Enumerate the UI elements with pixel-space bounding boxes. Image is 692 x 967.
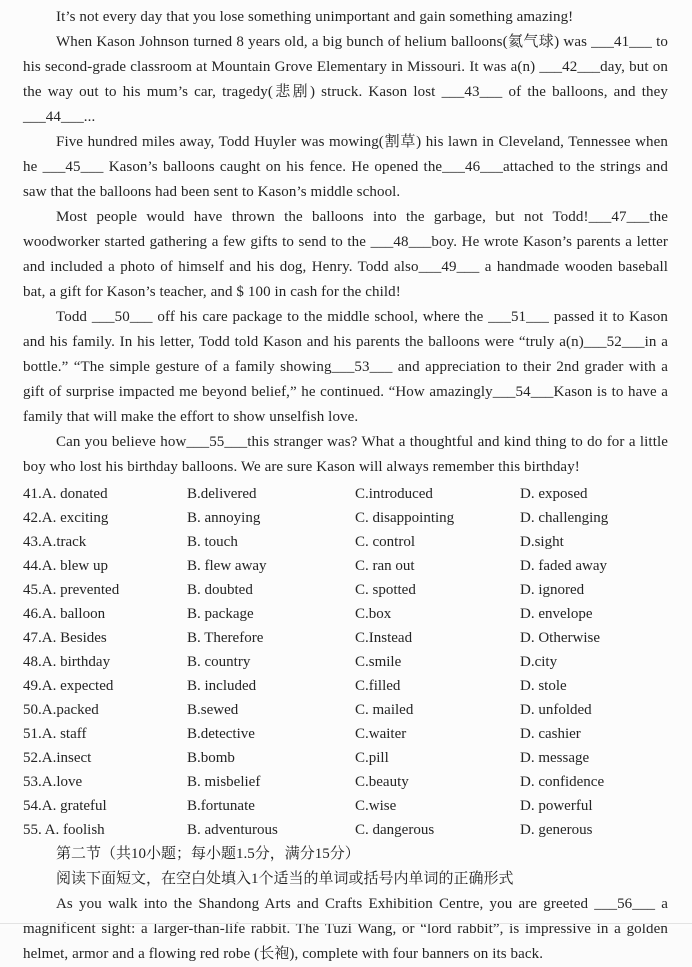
option-55-b: B. adventurous [187, 822, 278, 838]
option-42-b: B. annoying [187, 510, 261, 526]
option-42-a: 42.A. exciting [23, 510, 109, 526]
option-41-a: 41.A. donated [23, 486, 108, 502]
option-50-d: D. unfolded [520, 702, 592, 718]
option-46-a: 46.A. balloon [23, 606, 106, 622]
option-48-b: B. country [187, 654, 251, 670]
section2-heading: 第二节（共10小题；每小题1.5分，满分15分） [56, 846, 360, 862]
option-44-d: D. faded away [520, 558, 608, 574]
option-46-b: B. package [187, 606, 254, 622]
option-41-b: B.delivered [187, 486, 257, 502]
option-50-c: C. mailed [355, 702, 414, 718]
option-45-d: D. ignored [520, 582, 585, 598]
option-54-a: 54.A. grateful [23, 798, 107, 814]
option-54-d: D. powerful [520, 798, 593, 814]
option-52-b: B.bomb [187, 750, 235, 766]
option-55-c: C. dangerous [355, 822, 435, 838]
section2-instruction: 阅读下面短文，在空白处填入1个适当的单词或括号内单词的正确形式 [56, 871, 514, 887]
option-54-b: B.fortunate [187, 798, 255, 814]
option-51-b: B.detective [187, 726, 255, 742]
options-table [23, 482, 668, 842]
option-52-a: 52.A.insect [23, 750, 92, 766]
option-44-c: C. ran out [355, 558, 415, 574]
option-41-c: C.introduced [355, 486, 433, 502]
option-55-a: 55. A. foolish [23, 822, 105, 838]
option-49-c: C.filled [355, 678, 401, 694]
option-48-c: C.smile [355, 654, 402, 670]
option-44-a: 44.A. blew up [23, 558, 108, 574]
cloze-paragraph-4: Most people would have thrown the balloons into the garbage, but not Todd!___47___the woodworker started gathering a few gifts to send to the ___48___boy. He wrote Kason’s parents a letter and included a photo of himself and his dog, Henry. Todd also___49___ a handmade wooden baseball bat, a gift for Kason’s teacher, and $ 100 in cash for the child! [23, 209, 668, 300]
option-50-b: B.sewed [187, 702, 239, 718]
option-54-c: C.wise [355, 798, 397, 814]
option-47-c: C.Instead [355, 630, 413, 646]
option-42-c: C. disappointing [355, 510, 455, 526]
option-53-d: D. confidence [520, 774, 605, 790]
option-45-a: 45.A. prevented [23, 582, 120, 598]
option-48-a: 48.A. birthday [23, 654, 111, 670]
cloze-paragraph-3: Five hundred miles away, Todd Huyler was mowing(割草) his lawn in Cleveland, Tennessee when he ___45___ Kason’s balloons caught on his fence. He opened the___46___attached to the strings and saw that the balloons had been sent to Kason’s middle school. [23, 134, 668, 200]
option-43-c: C. control [355, 534, 415, 550]
option-47-d: D. Otherwise [520, 630, 600, 646]
option-49-b: B. included [187, 678, 257, 694]
option-45-c: C. spotted [355, 582, 416, 598]
option-42-d: D. challenging [520, 510, 609, 526]
option-52-c: C.pill [355, 750, 389, 766]
option-49-a: 49.A. expected [23, 678, 114, 694]
option-47-a: 47.A. Besides [23, 630, 107, 646]
option-50-a: 50.A.packed [23, 702, 99, 718]
option-46-d: D. envelope [520, 606, 593, 622]
page-bottom-edge [0, 923, 692, 924]
option-47-b: B. Therefore [187, 630, 264, 646]
cloze-paragraph-5: Todd ___50___ off his care package to the middle school, where the ___51___ passed it to Kason and his family. In his letter, Todd told Kason and his parents the balloons were “truly a(n)___52___in a bottle.” “The simple gesture of a family showing___53___ and appreciation to their 2nd grader with a gift of surprise impacted me beyond belief,” he continued. “How amazingly___54___Kason is to have a family that will make the effort to show unselfish love. [23, 309, 668, 425]
option-53-c: C.beauty [355, 774, 409, 790]
option-53-b: B. misbelief [187, 774, 261, 790]
section2-paragraph: As you walk into the Shandong Arts and Crafts Exhibition Centre, you are greeted ___56___ a magnificent sight: a larger-than-life rabbit. The Tuzi Wang, or “lord rabbit”, is impressive in a golden helmet, armor and a flowing red robe (长袍), complete with four banners on its back. [23, 896, 668, 962]
option-53-a: 53.A.love [23, 774, 83, 790]
option-46-c: C.box [355, 606, 392, 622]
option-48-d: D.city [520, 654, 558, 670]
option-51-c: C.waiter [355, 726, 407, 742]
cloze-paragraph-intro: It’s not every day that you lose something unimportant and gain something amazing! [56, 9, 574, 25]
option-44-b: B. flew away [187, 558, 267, 574]
option-43-b: B. touch [187, 534, 238, 550]
option-51-d: D. cashier [520, 726, 581, 742]
option-43-d: D.sight [520, 534, 564, 550]
cloze-paragraph-2: When Kason Johnson turned 8 years old, a big bunch of helium balloons(氦气球) was ___41___ to his second-grade classroom at Mountain Grove Elementary in Missouri. It was a(n) ___42___day, but on the way out to his mum’s car, tragedy(悲剧) struck. Kason lost ___43___ of the balloons, and they ___44___... [23, 34, 668, 125]
option-45-b: B. doubted [187, 582, 253, 598]
option-41-d: D. exposed [520, 486, 588, 502]
cloze-paragraph-6: Can you believe how___55___this stranger was? What a thoughtful and kind thing to do for a little boy who lost his birthday balloons. We are sure Kason will always remember this birthday! [23, 434, 668, 475]
option-55-d: D. generous [520, 822, 593, 838]
option-43-a: 43.A.track [23, 534, 87, 550]
option-51-a: 51.A. staff [23, 726, 87, 742]
option-52-d: D. message [520, 750, 590, 766]
option-49-d: D. stole [520, 678, 567, 694]
